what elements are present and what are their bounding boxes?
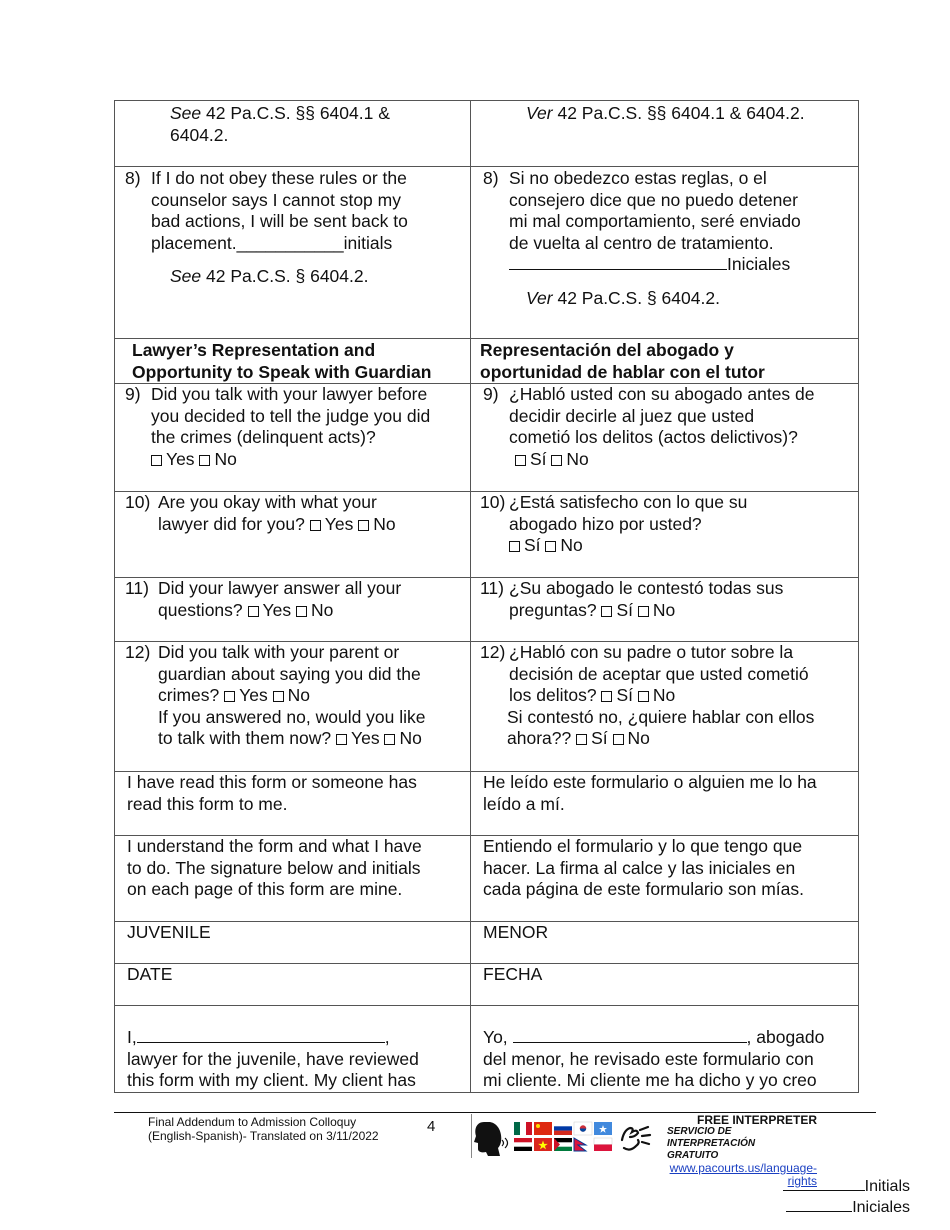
- item-8-row: [115, 167, 859, 339]
- colloquy-form-table: [114, 100, 859, 1093]
- statement-read-english: I have read this form or someone has read this form to me.: [115, 772, 471, 836]
- q9-si-checkbox[interactable]: [515, 455, 526, 466]
- question-9-english: 9) Did you talk with your lawyer before you decided to tell the judge you did the crimes (delinquent acts)? Yes No: [115, 384, 471, 492]
- question-12-english: 12) Did you talk with your parent or guardian about saying you did the crimes? Yes No If you answered no, would you like to talk with them now? Yes No: [115, 642, 471, 772]
- speaking-head-icon: [474, 1122, 508, 1156]
- sign-language-icon: [622, 1127, 650, 1150]
- q9-no-checkbox[interactable]: [199, 455, 210, 466]
- initials-english[interactable]: Initials: [783, 1176, 910, 1197]
- question-11-row: [115, 578, 859, 642]
- question-10-english: 10) Are you okay with what your lawyer did for you? Yes No: [115, 492, 471, 578]
- fecha-label[interactable]: FECHA: [471, 964, 859, 1006]
- footer-divider: [471, 1114, 472, 1158]
- lawyer-certification-english: I, , lawyer for the juvenile, have reviewed this form with my client. My client has: [115, 1006, 471, 1093]
- question-11-english: 11) Did your lawyer answer all your questions? Yes No: [115, 578, 471, 642]
- question-11-spanish: 11) ¿Su abogado le contestó todas sus preguntas? Sí No: [471, 578, 859, 642]
- page-number: 4: [427, 1118, 436, 1135]
- language-rights-link[interactable]: www.pacourts.us/language-rights: [669, 1161, 817, 1188]
- section-header-spanish: Representación del abogado y oportunidad de hablar con el tutor: [471, 339, 859, 384]
- citation-row: [115, 101, 859, 167]
- initials-blank-spanish[interactable]: [509, 255, 727, 270]
- statement-understand-spanish: Entiendo el formulario y lo que tengo que hacer. La firma al calce y las iniciales en cada página de este formulario son mías.: [471, 836, 859, 922]
- statement-understand-row: [115, 836, 859, 922]
- q9-yes-checkbox[interactable]: [151, 455, 162, 466]
- lawyer-certification-spanish: Yo, , abogado del menor, he revisado este formulario con mi cliente. Mi cliente me ha dicho y yo creo: [471, 1006, 859, 1093]
- juvenile-label[interactable]: JUVENILE: [115, 922, 471, 964]
- statement-read-spanish: He leído este formulario o alguien me lo ha leído a mí.: [471, 772, 859, 836]
- statement-understand-english: I understand the form and what I have to do. The signature below and initials on each page of this form are mine.: [115, 836, 471, 922]
- q12-yes-checkbox[interactable]: [224, 691, 235, 702]
- q10-no-checkbox[interactable]: [358, 520, 369, 531]
- lawyer-name-blank-spanish[interactable]: [513, 1028, 747, 1043]
- q10-yes-checkbox[interactable]: [310, 520, 321, 531]
- date-signature-row[interactable]: [115, 964, 859, 1006]
- initials-line-spanish[interactable]: [786, 1197, 852, 1212]
- citation-cell-english: See 42 Pa.C.S. §§ 6404.1 & 6404.2.: [115, 101, 471, 167]
- item-8-spanish: 8) Si no obedezco estas reglas, o el consejero dice que no puedo detener mi mal comportamiento, seré enviado de vuelta al centro de tratamiento. Iniciales Ver 42 Pa.C.S. § 6404.2.: [471, 167, 859, 339]
- juvenile-signature-row[interactable]: [115, 922, 859, 964]
- q12-talk-no-checkbox[interactable]: [384, 734, 395, 745]
- initials-blank-english[interactable]: placement.___________initials: [151, 232, 393, 253]
- interpreter-flags-logo: [474, 1118, 664, 1158]
- question-10-spanish: 10) ¿Está satisfecho con lo que su abogado hizo por usted? Sí No: [471, 492, 859, 578]
- q11-no-checkbox-es[interactable]: [638, 606, 649, 617]
- lawyer-name-blank-english[interactable]: [137, 1028, 385, 1043]
- initials-spanish[interactable]: Iniciales: [786, 1197, 910, 1218]
- q10-no-checkbox-es[interactable]: [545, 541, 556, 552]
- q12-no-checkbox-es[interactable]: [638, 691, 649, 702]
- question-9-spanish: 9) ¿Habló usted con su abogado antes de decidir decirle al juez que usted cometió los delitos (actos delictivos)? Sí No: [471, 384, 859, 492]
- q12-talk-si-checkbox[interactable]: [576, 734, 587, 745]
- q12-talk-yes-checkbox[interactable]: [336, 734, 347, 745]
- menor-label[interactable]: MENOR: [471, 922, 859, 964]
- flags-grid-icon: [514, 1122, 612, 1151]
- lawyer-certification-row: [115, 1006, 859, 1093]
- footer-doc-title: Final Addendum to Admission Colloquy (English-Spanish)- Translated on 3/11/2022: [148, 1115, 379, 1143]
- q11-yes-checkbox[interactable]: [248, 606, 259, 617]
- section-header-row: [115, 339, 859, 384]
- question-10-row: [115, 492, 859, 578]
- q12-si-checkbox[interactable]: [601, 691, 612, 702]
- date-label[interactable]: DATE: [115, 964, 471, 1006]
- item-8-english: 8) If I do not obey these rules or the counselor says I cannot stop my bad actions, I will be sent back to placement.___________initials See 42 Pa.C.S. § 6404.2.: [115, 167, 471, 339]
- q9-no-checkbox-es[interactable]: [551, 455, 562, 466]
- q12-no-checkbox[interactable]: [273, 691, 284, 702]
- question-9-row: [115, 384, 859, 492]
- free-interpreter-notice: FREE INTERPRETER SERVICIO DE INTERPRETACIÓN GRATUITO www.pacourts.us/language-rights: [667, 1113, 817, 1188]
- q11-no-checkbox[interactable]: [296, 606, 307, 617]
- statement-read-row: [115, 772, 859, 836]
- question-12-row: [115, 642, 859, 772]
- initials-line-english[interactable]: [783, 1176, 865, 1191]
- q11-si-checkbox[interactable]: [601, 606, 612, 617]
- citation-cell-spanish: Ver 42 Pa.C.S. §§ 6404.1 & 6404.2.: [471, 101, 859, 167]
- question-12-spanish: 12) ¿Habló con su padre o tutor sobre la decisión de aceptar que usted cometió los delitos? Sí No Si contestó no, ¿quiere hablar con ellos ahora?? Sí No: [471, 642, 859, 772]
- q12-talk-no-checkbox-es[interactable]: [613, 734, 624, 745]
- section-header-english: Lawyer’s Representation and Opportunity to Speak with Guardian: [115, 339, 471, 384]
- q10-si-checkbox[interactable]: [509, 541, 520, 552]
